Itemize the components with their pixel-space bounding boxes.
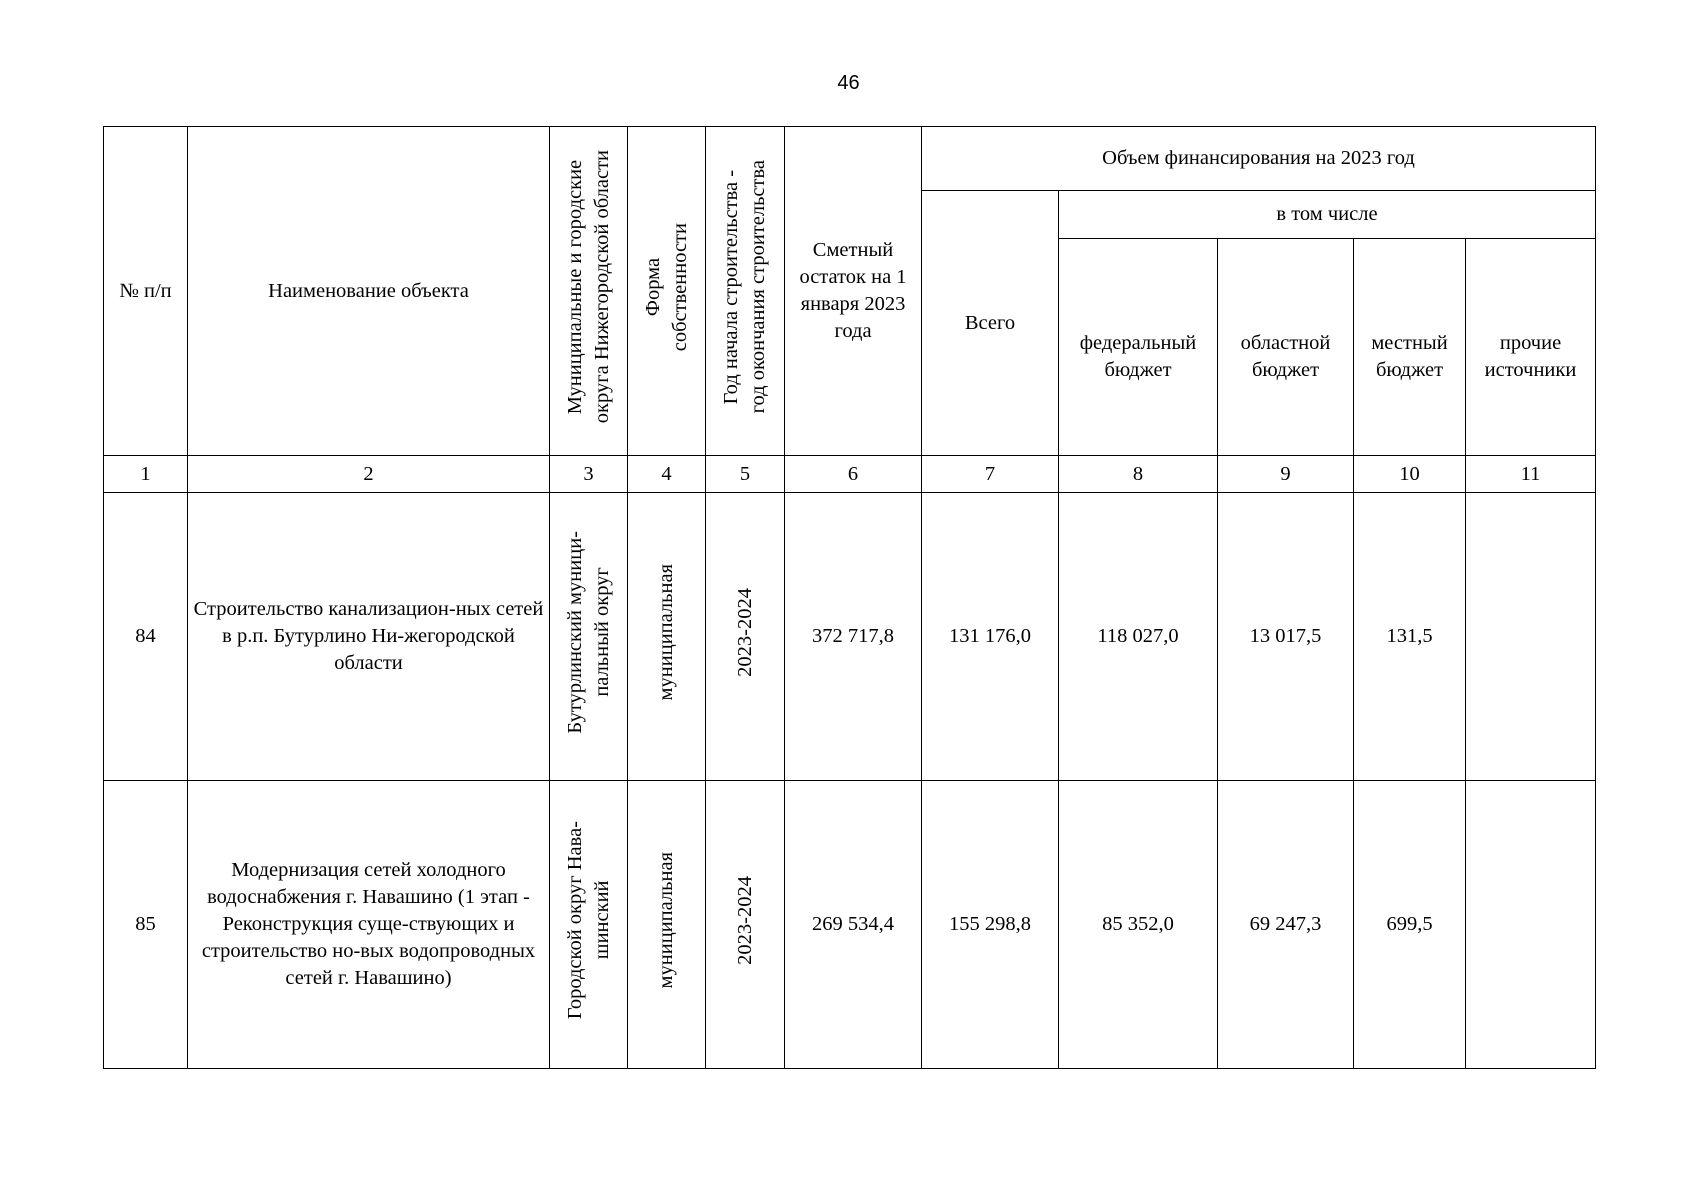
column-number: 4: [628, 456, 706, 493]
header-district: [550, 127, 628, 456]
row-name: Строительство канализацион-ных сетей в р.п. Бутурлино Ни-жегородской области: [188, 493, 550, 781]
header-years: [706, 127, 785, 456]
header-funding-title: Объем финансирования на 2023 год: [922, 127, 1596, 191]
row-years-text: 2023-2024: [733, 876, 756, 965]
row-federal: 85 352,0: [1059, 781, 1218, 1069]
row-district: [550, 781, 628, 1069]
header-federal: федеральный бюджет: [1059, 239, 1218, 456]
table-row: [104, 493, 1596, 781]
header-district-line-2: округа Нижегородской области: [590, 150, 613, 424]
row-other: [1466, 493, 1596, 781]
header-name: Наименование объекта: [188, 127, 550, 456]
column-number: 10: [1354, 456, 1466, 493]
row-local: 131,5: [1354, 493, 1466, 781]
row-local: 699,5: [1354, 781, 1466, 1069]
column-number: 7: [922, 456, 1059, 493]
header-years-line-2: год окончания строительства: [747, 160, 769, 414]
row-district-line-2: шинский: [590, 881, 613, 960]
row-regional: 69 247,3: [1218, 781, 1354, 1069]
header-local: местный бюджет: [1354, 239, 1466, 456]
row-ownership-text: муниципальная: [655, 564, 677, 701]
row-other: [1466, 781, 1596, 1069]
row-district-line-1: Бутурлинский муници-: [563, 531, 586, 734]
header-district-line-1: Муниципальные и городские: [563, 159, 586, 415]
row-district-line-1: Городской округ Нава-: [563, 821, 586, 1020]
row-balance: 269 534,4: [785, 781, 922, 1069]
header-ownership-line-1: Форма: [641, 257, 664, 317]
header-num: № п/п: [104, 127, 188, 456]
table-row: [104, 781, 1596, 1069]
column-number: 1: [104, 456, 188, 493]
page-number: 46: [837, 72, 860, 94]
header-ownership-line-2: собственности: [668, 222, 691, 352]
row-total: 155 298,8: [922, 781, 1059, 1069]
column-number: 5: [706, 456, 785, 493]
header-including: в том числе: [1059, 191, 1596, 239]
header-other: прочие источники: [1466, 239, 1596, 456]
funding-table: [103, 126, 1596, 1069]
row-district-line-2: пальный округ: [590, 567, 613, 698]
row-years-text: 2023-2024: [733, 588, 756, 677]
row-federal: 118 027,0: [1059, 493, 1218, 781]
header-years-line-1: Год начала строительства -: [720, 169, 742, 405]
row-regional: 13 017,5: [1218, 493, 1354, 781]
row-ownership: [628, 493, 706, 781]
row-balance: 372 717,8: [785, 493, 922, 781]
row-years: [706, 781, 785, 1069]
row-ownership: [628, 781, 706, 1069]
header-row-1: [104, 127, 1596, 191]
header-total: Всего: [922, 191, 1059, 456]
row-total: 131 176,0: [922, 493, 1059, 781]
header-ownership: [628, 127, 706, 456]
column-number: 2: [188, 456, 550, 493]
column-number: 11: [1466, 456, 1596, 493]
row-ownership-text: муниципальная: [655, 852, 677, 989]
header-balance: Сметный остаток на 1 января 2023 года: [785, 127, 922, 456]
row-num: 84: [104, 493, 188, 781]
column-number: 8: [1059, 456, 1218, 493]
row-years: [706, 493, 785, 781]
row-num: 85: [104, 781, 188, 1069]
header-regional: областной бюджет: [1218, 239, 1354, 456]
row-name: Модернизация сетей холодного водоснабжения г. Навашино (1 этап - Реконструкция суще-ствующих и строительство но-вых водопроводных сетей г. Навашино): [188, 781, 550, 1069]
column-number-row: [104, 456, 1596, 493]
column-number: 6: [785, 456, 922, 493]
column-number: 3: [550, 456, 628, 493]
column-number: 9: [1218, 456, 1354, 493]
row-district: [550, 493, 628, 781]
